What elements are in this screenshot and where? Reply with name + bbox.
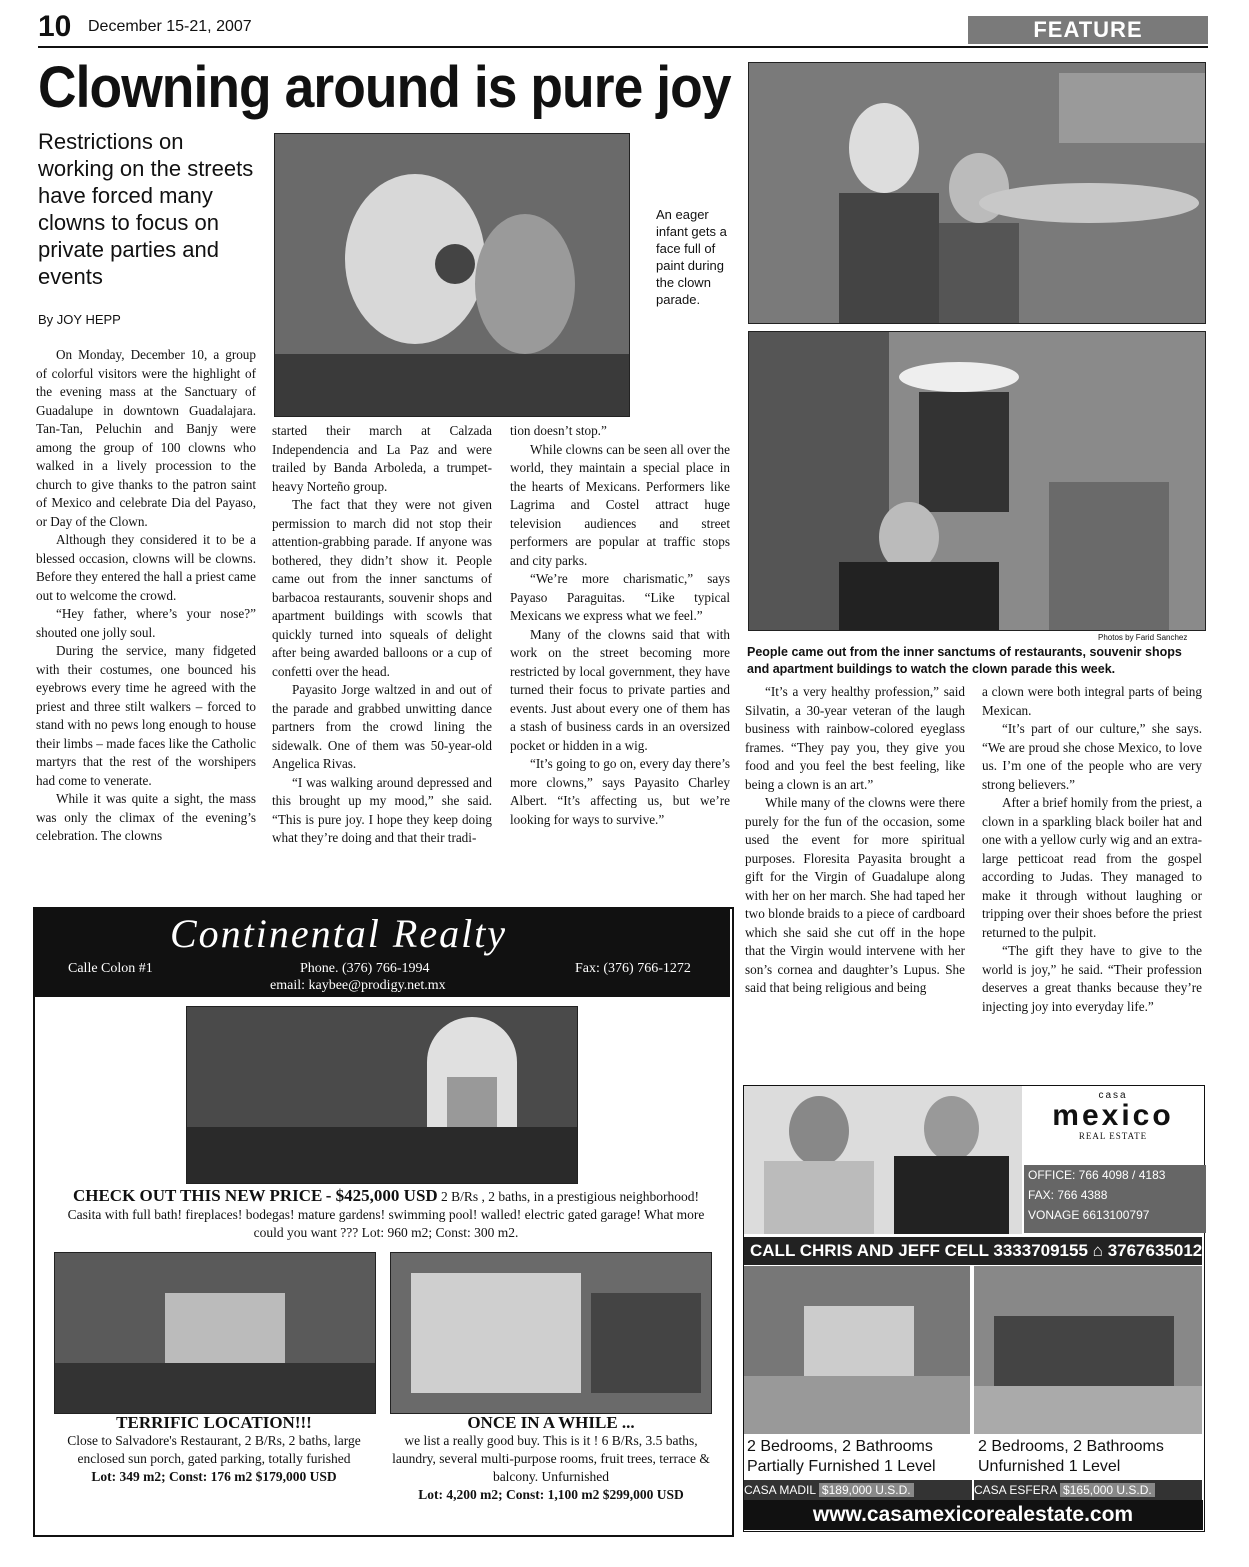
agents-photo [744,1086,1022,1234]
office-phone: OFFICE: 766 4098 / 4183 [1028,1168,1166,1182]
casa-esfera-tag [974,1480,1202,1500]
casa-madil-name: CASA MADIL [744,1483,816,1497]
header-rule [38,46,1208,48]
contact-box [1024,1165,1206,1233]
paragraph: After a brief homily from the priest, a clown in a sparkling black boiler hat and one with a yellow curly wig and an extra-large petticoat read from the gospel according to Judas. They managed to make it through without laughing or tripping over their shoes before the priest returned to the pulpit. [982,795,1202,940]
listing-3 [386,1414,716,1504]
paragraph: “It’s a very healthy profession,” said Silvatin, a 30-year veteran of the laugh business with rainbow-colored eyeglass frames. “They pay you, they give you food and you feel the best feeling, like being a clown is an art.” [745,684,965,792]
phone-number: 3767635012 [1107,1241,1202,1260]
casa-madil-desc: 2 Bedrooms, 2 Bathrooms Partially Furnished 1 Level [747,1438,936,1475]
listing-1-text: 2 B/Rs , 2 baths, in a prestigious neighborhood! Casita with full bath! fireplaces! bodegas! mature gardens! swimming pool! walled! electric gated garage! What more could you want ??? Lot: 960 m2; Const: 300 m2. [67,1189,705,1240]
photo-caption-parade: People came out from the inner sanctums of restaurants, souvenir shops and apartment buildings to watch the clown parade this week. [747,645,1182,676]
headline: Clowning around is pure joy [38,55,731,120]
casa-esfera-photo [974,1266,1202,1434]
photo-caption-infant: An eager infant gets a face full of paint during the clown parade. [656,207,727,307]
listing-1 [56,1187,716,1242]
section-label: FEATURE [968,16,1208,44]
paragraph: started their march at Calzada Independencia and La Paz and were trailed by Banda Arboleda, a trumpet-heavy Norteño group. [272,423,492,494]
paragraph: While it was quite a sight, the mass was only the climax of the evening’s celebration. The clowns [36,791,256,843]
byline: By JOY HEPP [38,312,121,327]
realty-logo: Continental Realty [170,911,508,956]
home-icon: ⌂ [1092,1241,1103,1260]
article-column-3 [510,422,730,829]
fax-number: FAX: 766 4388 [1028,1188,1108,1202]
paragraph: While clowns can be seen all over the world, they maintain a special place in the hearts of Mexicans. Performers like Lagrima and Costel attract huge television audiences and street performers are popular at traffic stops and city parks. [510,441,730,568]
listing-3-text: we list a really good buy. This is it ! 6 B/Rs, 3.5 baths, laundry, several multi-purpose rooms, fruit trees, terrace & balcony. Unfurnished [392,1433,710,1484]
casa-esfera-desc: 2 Bedrooms, 2 Bathrooms Unfurnished 1 Level [978,1438,1164,1475]
article-column-4 [745,683,965,998]
paragraph: On Monday, December 10, a group of colorful visitors were the highlight of the evening mass at the Sanctuary of Guadalupe in downtown Guadalajara. Tan-Tan, Peluchin and Banjy were among the group of 100 clowns who walked in a lively procession to the church to give thanks to the patron saint of Mexico and celebrate Dia del Payaso, or Day of the Clown. [36,347,256,529]
ad-phone: Phone. (376) 766-1994 [300,961,430,976]
casa-mexico-logo [1024,1090,1202,1162]
paragraph: “Hey father, where’s your nose?” shouted one jolly soul. [36,606,256,640]
logo-mexico: mexico [1052,1099,1174,1132]
paragraph: The fact that they were not given permission to march did not stop their attention-grabbing parade. If anyone was bothered, they didn’t show it. People came out from the inner sanctums of barbacoa restaurants, souvenir shops and apartment buildings with scowls that quickly turned into squeals of delight after being awarded balloons or a cup of confetti over the head. [272,497,492,679]
once-in-a-while-photo [390,1252,712,1414]
article-column-5 [982,683,1202,1016]
ad-address: Calle Colon #1 [68,961,153,976]
deck: Restrictions on working on the streets have forced many clowns to focus on private parties and events [38,129,254,289]
listing-3-price: Lot: 4,200 m2; Const: 1,100 m2 $299,000 USD [418,1487,684,1502]
cell-number: CELL 3333709155 [944,1241,1088,1260]
casa-madil-photo [744,1266,970,1434]
logo-casa: casa [1098,1090,1128,1101]
casa-esfera-name: CASA ESFERA [974,1483,1057,1497]
casa-madil-tag [744,1480,972,1500]
article-column-2 [272,422,492,848]
paragraph: Payasito Jorge waltzed in and out of the parade and grabbed unwitting dance partners from the crowd lining the sidewalk. One of them was 50-year-old Angelica Rivas. [272,682,492,771]
paragraph: Although they considered it to be a blessed occasion, clowns will be clowns. Before they entered the hall a priest came out to welcome the crowd. [36,532,256,603]
photo-credit: Photos by Farid Sanchez [1098,633,1188,642]
ad-fax: Fax: (376) 766-1272 [575,961,691,976]
casa-esfera-price: $165,000 U.S.D. [1060,1483,1155,1497]
page-number: 10 [38,10,72,43]
paragraph: Many of the clowns said that with work on the street becoming more restricted by local government, they have turned their focus to private parties and events. Just about every one of them has a stash of business cards in an oversized pocket or hidden in a wig. [510,626,730,753]
paragraph: While many of the clowns were there purely for the fun of the occasion, some used the event for more spiritual purposes. Floresita Payasita brought a gift for the Virgin of Guadalupe along with her on her march. She had taped her two blonde braids to a piece of cardboard which she said she cut off in the hope that the Virgin would intervene with her son’s cornea and daughter’s Lupus. She said that being religious and being [745,795,965,995]
clown-infant-photo [274,133,630,417]
paragraph: “We’re more charismatic,” says Payaso Paraguitas. “Like typical Mexicans we express what we feel.” [510,571,730,623]
issue-date: December 15-21, 2007 [88,18,252,35]
stilt-clown-photo [748,331,1206,631]
listing-2-text: Close to Salvadore's Restaurant, 2 B/Rs, 2 baths, large enclosed sun porch, gated parking, totally furished [67,1433,361,1466]
paragraph: “I was walking around depressed and this brought up my mood,” she said. “This is pure joy. I hope they keep doing what they’re doing and that their tradi- [272,774,492,845]
listing-2-head: TERRIFIC LOCATION!!! [116,1413,312,1432]
ad-email: email: kaybee@prodigy.net.mx [270,978,446,993]
paragraph: During the service, many fidgeted with their costumes, one bounced his eyebrows every time he agreed with the priest and three stilt walkers – forced to stand with no pews long enough to house their limbs – made faces like the Catholic martyrs that the rest of the worshipers had come to venerate. [36,643,256,788]
paragraph: “It’s going to go on, every day there’s more clowns,” says Payasito Charley Albert. “It’s affecting us, but we’re looking for ways to survive.” [510,756,730,827]
paragraph: “It’s part of our culture,” she says. “We are proud she chose Mexico, to love us. I’m one of the people who are very strong believers.” [982,721,1202,792]
listing-3-head: ONCE IN A WHILE ... [467,1413,635,1432]
logo-sub: REAL ESTATE [1078,1131,1148,1141]
listing-1-price: - $425,000 USD [325,1186,438,1205]
website-url[interactable]: www.casamexicorealestate.com [743,1500,1203,1530]
clown-parade-photo [748,62,1206,324]
vonage-number: VONAGE 6613100797 [1028,1208,1150,1222]
terrific-location-photo [54,1252,376,1414]
listing-2-price: Lot: 349 m2; Const: 176 m2 $179,000 USD [91,1469,337,1484]
casa-madil-price: $189,000 U.S.D. [819,1483,914,1497]
listing-2 [44,1414,384,1486]
call-label: CALL CHRIS AND JEFF [750,1241,940,1260]
listing-1-head: CHECK OUT THIS NEW PRICE [72,1186,323,1205]
call-bar [744,1237,1202,1265]
paragraph: a clown were both integral parts of being Mexican. [982,684,1202,718]
fountain-house-photo [186,1006,578,1184]
paragraph: tion doesn’t stop.” [510,423,607,438]
article-column-1 [36,346,256,846]
paragraph: “The gift they have to give to the world is joy,” he said. “Their profession deserves a great thanks because they’re injecting joy into everyday life.” [982,943,1202,1014]
